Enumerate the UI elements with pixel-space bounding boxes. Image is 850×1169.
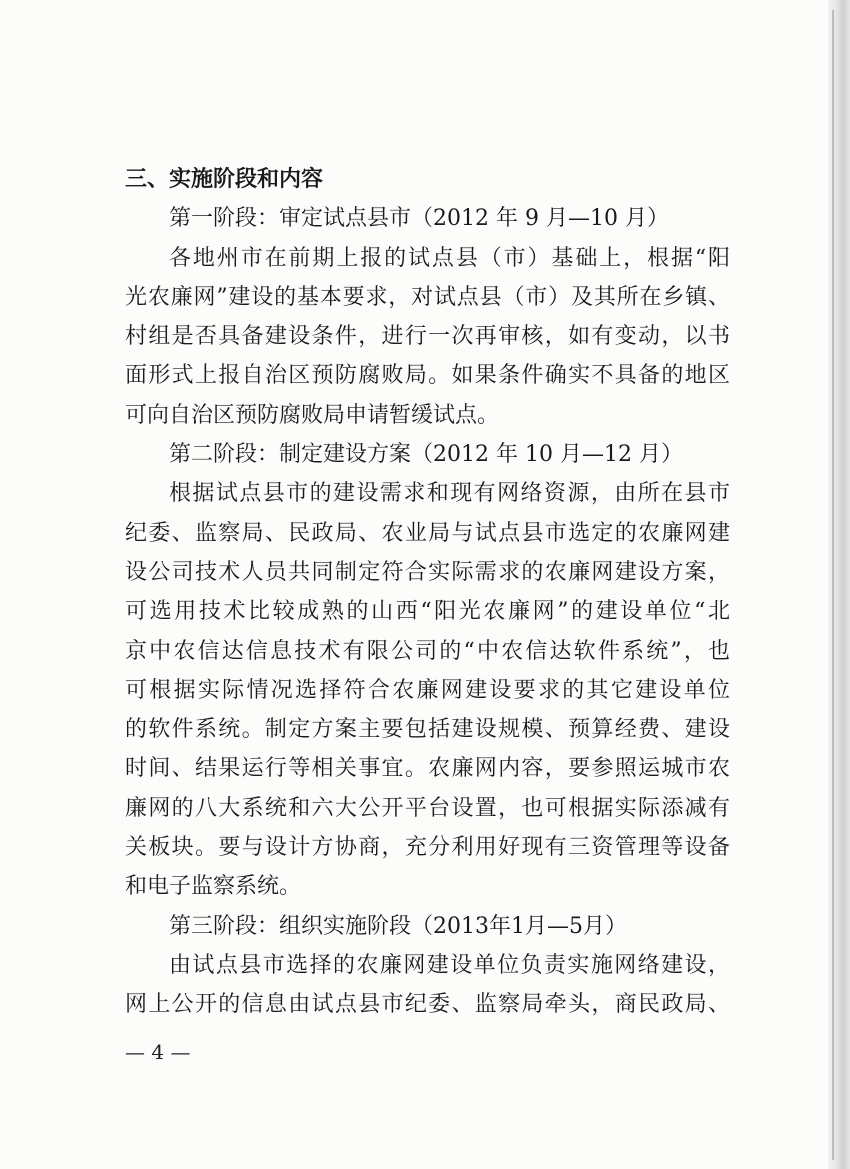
stage2-title: 第二阶段：制定建设方案（2012 年 10 月—12 月）	[169, 442, 683, 468]
stage2-line: 可根据实际情况选择符合农廉网建设要求的其它建设单位	[125, 677, 730, 703]
section-heading: 三、实施阶段和内容	[125, 167, 324, 192]
stage1-line: 光农廉网”建设的基本要求，对试点县（市）及其所在乡镇、	[125, 284, 730, 310]
stage1-line: 各地州市在前期上报的试点县（市）基础上，根据“阳	[169, 245, 730, 271]
stage2-line: 可选用技术比较成熟的山西“阳光农廉网”的建设单位“北	[125, 599, 730, 625]
stage2-line: 根据试点县市的建设需求和现有网络资源，由所在县市	[169, 481, 730, 507]
stage2-line: 的软件系统。制定方案主要包括建设规模、预算经费、建设	[125, 717, 730, 743]
stage1-title: 第一阶段：审定试点县市（2012 年 9 月—10 月）	[169, 206, 669, 232]
stage3-title: 第三阶段：组织实施阶段（2013年1月—5月）	[169, 913, 627, 939]
stage2-line: 纪委、监察局、民政局、农业局与试点县市选定的农廉网建	[125, 520, 730, 546]
stage2-line: 关板块。要与设计方协商，充分利用好现有三资管理等设备	[125, 835, 730, 861]
document-body	[125, 160, 730, 1025]
stage3-line: 网上公开的信息由试点县市纪委、监察局牵头，商民政局、	[125, 992, 730, 1018]
stage2-line: 廉网的八大系统和六大公开平台设置，也可根据实际添减有	[125, 795, 730, 821]
page-edge-line	[832, 10, 834, 1160]
stage2-line: 和电子监察系统。	[125, 874, 302, 900]
stage2-line: 设公司技术人员共同制定符合实际需求的农廉网建设方案，	[125, 559, 730, 585]
stage3-line: 由试点县市选择的农廉网建设单位负责实施网络建设，	[169, 952, 730, 978]
stage2-line: 京中农信达信息技术有限公司的“中农信达软件系统”，也	[125, 638, 730, 664]
stage1-line: 村组是否具备建设条件，进行一次再审核，如有变动，以书	[125, 324, 730, 350]
page-number: — 4 —	[125, 1040, 191, 1064]
stage2-line: 时间、结果运行等相关事宜。农廉网内容，要参照运城市农	[125, 756, 730, 782]
stage1-line: 面形式上报自治区预防腐败局。如果条件确实不具备的地区	[125, 363, 730, 389]
stage1-line: 可向自治区预防腐败局申请暂缓试点。	[125, 402, 500, 428]
